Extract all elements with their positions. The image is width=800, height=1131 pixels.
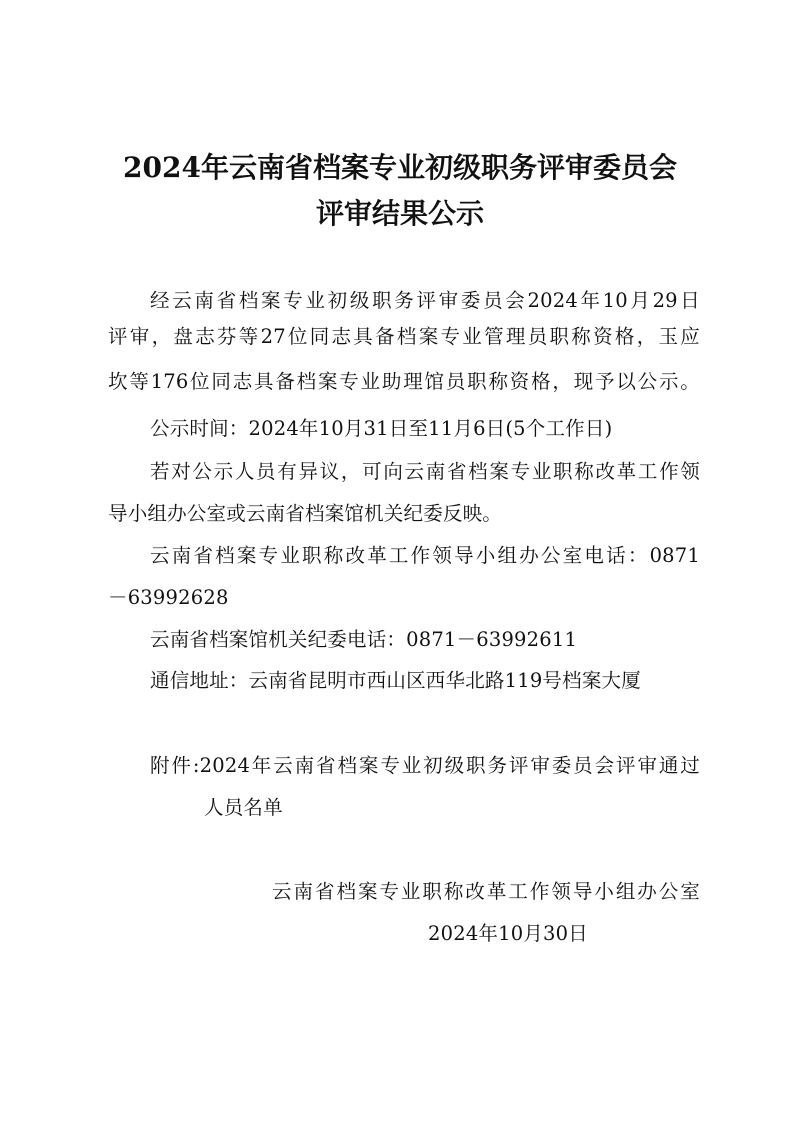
objection-line-2: 导小组办公室或云南省档案馆机关纪委反映。 — [108, 502, 503, 525]
mailing-address: 通信地址：云南省昆明市西山区西华北路119号档案大厦 — [150, 669, 641, 692]
attachment-line-1: 附件:2024年云南省档案专业初级职务评审委员会评审通过 — [150, 754, 700, 777]
document-title-line-2: 评审结果公示 — [315, 197, 484, 230]
discipline-committee-phone: 云南省档案馆机关纪委电话：0871－63992611 — [150, 628, 578, 651]
signature-date: 2024年10月30日 — [428, 922, 588, 945]
office-phone-line-2: －63992628 — [108, 586, 229, 609]
paragraph-1-line-1: 经云南省档案专业初级职务评审委员会2024年10月29日 — [150, 289, 700, 312]
publicity-period: 公示时间：2024年10月31日至11月6日(5个工作日) — [150, 417, 613, 440]
office-phone-line-1: 云南省档案专业职称改革工作领导小组办公室电话：0871 — [150, 544, 700, 567]
attachment-line-2: 人员名单 — [204, 796, 283, 819]
paragraph-1-line-2: 评审，盘志芬等27位同志具备档案专业管理员职称资格，玉应 — [108, 325, 700, 348]
objection-line-1: 若对公示人员有异议，可向云南省档案专业职称改革工作领 — [150, 460, 700, 483]
paragraph-1-line-3: 坎等176位同志具备档案专业助理馆员职称资格，现予以公示。 — [108, 370, 700, 393]
document-title-line-1: 2024年云南省档案专业初级职务评审委员会 — [123, 151, 677, 184]
signature-organization: 云南省档案专业职称改革工作领导小组办公室 — [272, 880, 700, 903]
